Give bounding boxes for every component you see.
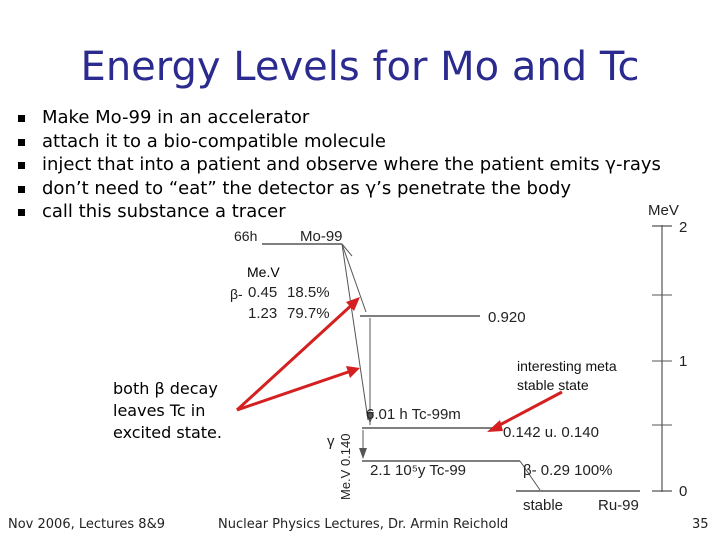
scale-unit-label: MeV <box>648 202 679 219</box>
beta-decay-line <box>342 244 368 420</box>
bullet-text: attach it to a bio-compatible molecule <box>42 130 386 152</box>
red-arrowhead-icon <box>487 420 503 432</box>
annotation-line: leaves Tc in <box>113 401 206 420</box>
arrow-meta-state <box>494 392 562 428</box>
bullet-text: call this substance a tracer <box>42 201 286 222</box>
meta-stable-annotation <box>517 357 617 395</box>
mo99-label: Mo-99 <box>300 228 343 245</box>
bullet-text: don’t need to “eat” the detector as γ’s penetrate the body <box>42 177 572 199</box>
beta2-branch: 79.7% <box>287 305 330 322</box>
ru99-label: Ru-99 <box>598 497 639 514</box>
tc99m-label: 6.01 h Tc-99m <box>366 406 461 423</box>
mev-rotated-label: Me.V 0.140 <box>338 433 353 500</box>
page-number: 35 <box>692 517 709 532</box>
scale-tick-label: 1 <box>679 353 688 370</box>
beta-minus-label: β- <box>230 286 243 302</box>
scale-tick-label: 0 <box>679 483 688 500</box>
bullet-text: Make Mo-99 in an accelerator <box>42 107 310 128</box>
scale-tick-label: 2 <box>679 219 688 236</box>
slide-title: Energy Levels for Mo and Tc <box>80 44 640 90</box>
gamma-arrow-icon <box>359 448 367 459</box>
ru99-stable-label: stable <box>523 497 564 514</box>
footer-course: Nuclear Physics Lectures, Dr. Armin Reichold <box>218 517 509 532</box>
level-0142-label: 0.142 u. 0.140 <box>503 424 599 441</box>
bullet-text: inject that into a patient and observe where the patient emits γ-rays <box>42 154 661 175</box>
annotation-line: both β decay <box>113 379 218 398</box>
beta1-energy: 0.45 <box>248 284 278 301</box>
beta2-energy: 1.23 <box>248 305 278 322</box>
annotation-line: stable state <box>517 377 589 393</box>
mo99-halflife: 66h <box>234 228 258 244</box>
footer-date: Nov 2006, Lectures 8&9 <box>8 517 165 532</box>
tc99-label: 2.1 10⁵y Tc-99 <box>370 462 466 479</box>
annotation-line: excited state. <box>113 423 222 442</box>
tc99-beta-label: β- 0.29 100% <box>523 462 613 479</box>
level-0920-label: 0.920 <box>488 309 526 326</box>
beta1-branch: 18.5% <box>287 284 330 301</box>
arrow-to-tc99m <box>237 370 354 410</box>
red-arrowhead-icon <box>346 366 360 378</box>
gamma-label: γ <box>327 433 335 450</box>
both-beta-annotation <box>113 378 222 444</box>
mev-label: Me.V <box>247 264 280 280</box>
annotation-line: interesting meta <box>517 358 617 374</box>
